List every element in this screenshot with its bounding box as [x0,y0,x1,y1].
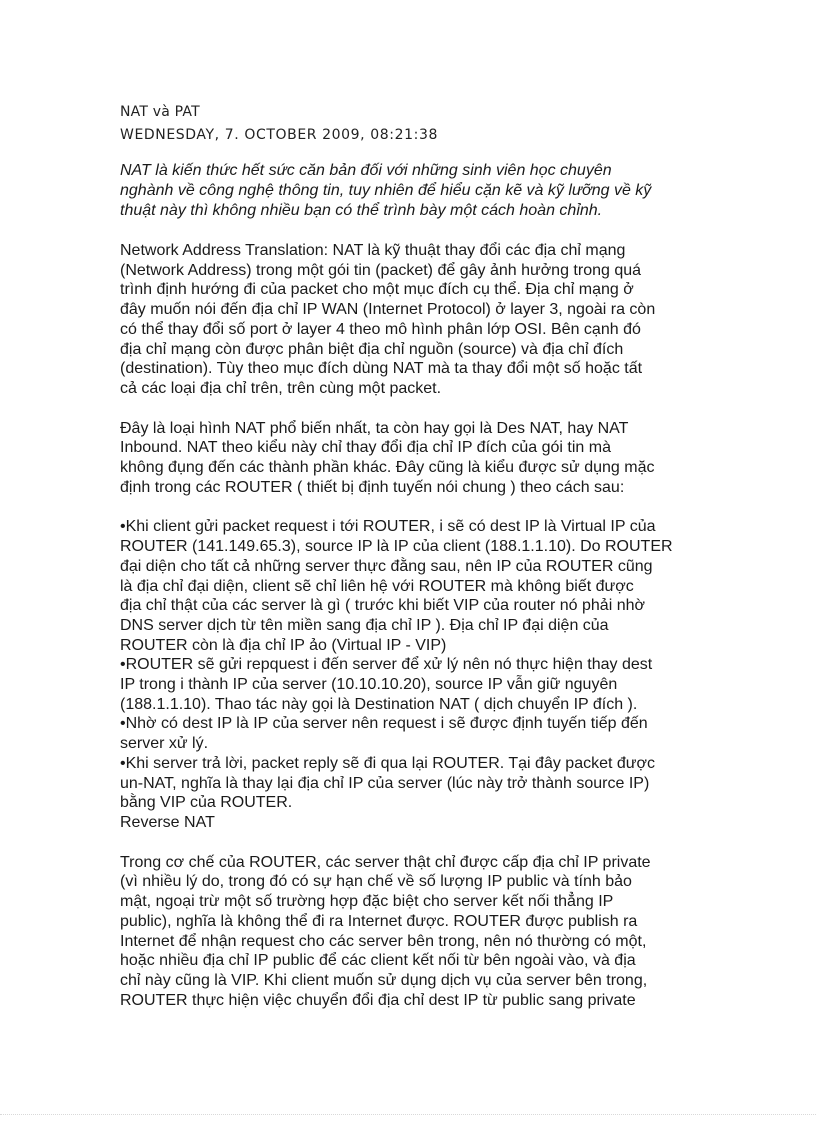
text-line: ROUTER thực hiện việc chuyển đổi địa chỉ dest IP từ public sang private [120,991,636,1009]
paragraph [120,853,700,1011]
intro-line: thuật này thì không nhiều bạn có thể trình bày một cách hoàn chỉnh. [120,202,603,219]
text-line: hoặc nhiều địa chỉ IP public để các client kết nối từ bên ngoài vào, và địa [120,952,636,970]
text-line: ROUTER còn là địa chỉ IP ảo (Virtual IP - VIP) [120,636,447,654]
paragraph [120,419,700,498]
post-title: NAT và PAT [120,104,200,120]
text-line: un-NAT, nghĩa là thay lại địa chỉ IP của server (lúc này trở thành source IP) [120,774,650,792]
text-line: (vì nhiều lý do, trong đó có sự hạn chế về số lượng IP public và tính bảo [120,873,632,891]
text-line: Đây là loại hình NAT phổ biến nhất, ta còn hay gọi là Des NAT, hay NAT [120,419,629,437]
text-line: •Nhờ có dest IP là IP của server nên request i sẽ được định tuyến tiếp đến [120,715,648,733]
text-line: mật, ngoại trừ một số trường hợp đặc biệt cho server kết nối thẳng IP [120,893,614,911]
text-line: (Network Address) trong một gói tin (packet) để gây ảnh hưởng trong quá [120,261,642,279]
text-line: trình định hướng đi của packet cho một mục đích cụ thể. Địa chỉ mạng ở [120,281,634,299]
text-line: cả các loại địa chỉ trên, trên cùng một packet. [120,379,442,397]
intro-line: nghành về công nghệ thông tin, tuy nhiên để hiểu cặn kẽ và kỹ lưỡng về kỹ [120,182,652,199]
text-line: •Khi server trả lời, packet reply sẽ đi qua lại ROUTER. Tại đây packet được [120,754,655,772]
intro-paragraph [120,161,700,221]
text-line: là địa chỉ đại diện, client sẽ chỉ liên hệ với ROUTER mà không biết được [120,577,634,595]
text-line: •Khi client gửi packet request i tới ROUTER, i sẽ có dest IP là Virtual IP của [120,518,656,536]
text-line: (destination). Tùy theo mục đích dùng NAT mà ta thay đổi một số hoặc tất [120,360,643,378]
text-line: Network Address Translation: NAT là kỹ thuật thay đổi các địa chỉ mạng [120,242,626,259]
text-line: Internet để nhận request cho các server bên trong, nên nó thường có một, [120,932,647,950]
text-line: không đụng đến các thành phần khác. Đây cũng là kiểu được sử dụng mặc [120,459,655,477]
text-line: ROUTER (141.149.65.3), source IP là IP của client (188.1.1.10). Do ROUTER [120,538,673,556]
text-line: định trong các ROUTER ( thiết bị định tuyến nói chung ) theo cách sau: [120,478,625,496]
text-line: (188.1.1.10). Thao tác này gọi là Destination NAT ( dịch chuyển IP đích ). [120,695,638,713]
text-line: đây muốn nói đến địa chỉ IP WAN (Internet Protocol) ở layer 3, ngoài ra còn [120,301,656,319]
intro-line: NAT là kiến thức hết sức căn bản đối với những sinh viên học chuyên [120,162,612,179]
text-line: •ROUTER sẽ gửi repquest i đến server để xử lý nên nó thực hiện thay dest [120,656,653,674]
text-line: địa chỉ mạng còn được phân biệt địa chỉ nguồn (source) và địa chỉ đích [120,340,624,358]
text-line: chỉ này cũng là VIP. Khi client muốn sử dụng dịch vụ của server bên trong, [120,971,648,989]
text-line: Inbound. NAT theo kiểu này chỉ thay đổi địa chỉ IP đích của gói tin mà [120,439,611,457]
post-date: WEDNESDAY, 7. OCTOBER 2009, 08:21:38 [120,127,438,143]
paragraph [120,517,700,832]
page-bottom-border [0,1114,816,1117]
text-line: server xử lý. [120,735,209,753]
text-line: có thể thay đổi số port ở layer 4 theo mô hình phân lớp OSI. Bên cạnh đó [120,320,641,338]
text-line: public), nghĩa là không thể đi ra Internet được. ROUTER được publish ra [120,912,638,930]
text-line: Reverse NAT [120,813,215,831]
body-text [120,241,700,1010]
text-line: bằng VIP của ROUTER. [120,794,293,812]
text-line: Trong cơ chế của ROUTER, các server thật chỉ được cấp địa chỉ IP private [120,853,651,871]
text-line: IP trong i thành IP của server (10.10.10.20), source IP vẫn giữ nguyên [120,676,618,694]
text-line: địa chỉ thật của các server là gì ( trước khi biết VIP của router nó phải nhờ [120,597,645,615]
document-page [120,104,700,1030]
text-line: đại diện cho tất cả những server thực đằng sau, nên IP của ROUTER cũng [120,557,653,575]
paragraph [120,241,700,399]
text-line: DNS server dịch từ tên miền sang địa chỉ IP ). Địa chỉ IP đại diện của [120,616,609,634]
